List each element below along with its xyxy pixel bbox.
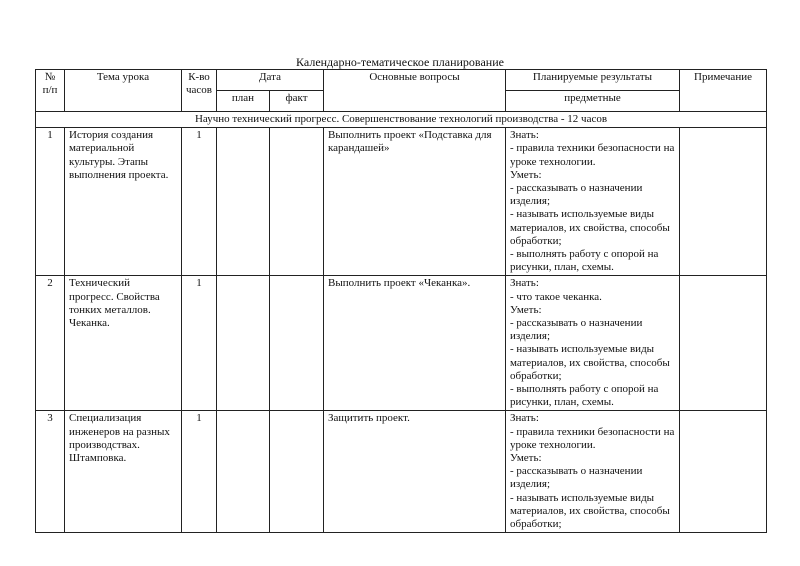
result-line: - правила техники безопасности на уроке технологии. bbox=[510, 425, 675, 451]
header-fact: факт bbox=[270, 91, 324, 112]
row-topic: Специализация инженеров на разных производствах. Штамповка. bbox=[65, 411, 182, 533]
section-row: Научно технический прогресс. Совершенствование технологий производства - 12 часов bbox=[36, 112, 767, 128]
header-plan: план bbox=[217, 91, 270, 112]
result-line: Знать: bbox=[510, 277, 539, 290]
row-note bbox=[680, 411, 767, 533]
row-fact bbox=[270, 128, 324, 276]
row-results bbox=[506, 276, 680, 411]
header-topic: Тема урока bbox=[65, 70, 182, 112]
result-line: - выполнять работу с опорой на рисунки, план, схемы. bbox=[510, 383, 659, 409]
row-results bbox=[506, 411, 680, 533]
table-row bbox=[36, 128, 767, 276]
result-line: - выполнять работу с опорой на рисунки, план, схемы. bbox=[510, 248, 659, 274]
row-results bbox=[506, 128, 680, 276]
header-subject: предметные bbox=[506, 91, 680, 112]
result-line: - рассказывать о назначении изделия; bbox=[510, 317, 643, 343]
result-line: Знать: bbox=[510, 412, 539, 425]
row-questions: Защитить проект. bbox=[324, 411, 506, 533]
row-questions: Выполнить проект «Подставка для карандашей» bbox=[324, 128, 506, 276]
header-questions: Основные вопросы bbox=[324, 70, 506, 112]
row-questions: Выполнить проект «Чеканка». bbox=[324, 276, 506, 411]
header-row bbox=[36, 70, 767, 91]
row-topic: История создания материальной культуры. Этапы выполнения проекта. bbox=[65, 128, 182, 276]
table-row bbox=[36, 411, 767, 533]
planning-table bbox=[35, 69, 767, 533]
row-hours: 1 bbox=[182, 276, 217, 411]
result-line: - что такое чеканка. bbox=[510, 290, 602, 303]
result-line: - рассказывать о назначении изделия; bbox=[510, 182, 643, 208]
row-fact bbox=[270, 411, 324, 533]
row-num: 1 bbox=[36, 128, 65, 276]
table-row bbox=[36, 276, 767, 411]
row-plan bbox=[217, 128, 270, 276]
row-plan bbox=[217, 411, 270, 533]
row-note bbox=[680, 276, 767, 411]
row-num: 2 bbox=[36, 276, 65, 411]
result-line: Знать: bbox=[510, 129, 539, 142]
result-line: - называть используемые виды материалов, их свойства, способы обработки; bbox=[510, 208, 670, 247]
document-title: Календарно-тематическое планирование bbox=[296, 55, 504, 69]
row-note bbox=[680, 128, 767, 276]
row-fact bbox=[270, 276, 324, 411]
result-line: - называть используемые виды материалов, их свойства, способы обработки; bbox=[510, 491, 670, 531]
header-results: Планируемые результаты bbox=[506, 70, 680, 91]
header-date: Дата bbox=[217, 70, 324, 91]
row-hours: 1 bbox=[182, 128, 217, 276]
result-line: - рассказывать о назначении изделия; bbox=[510, 465, 643, 491]
result-line: Уметь: bbox=[510, 303, 542, 316]
header-hours: К-во часов bbox=[182, 70, 217, 112]
row-plan bbox=[217, 276, 270, 411]
header-note: Примечание bbox=[680, 70, 767, 112]
result-line: - правила техники безопасности на уроке технологии. bbox=[510, 142, 675, 168]
row-hours: 1 bbox=[182, 411, 217, 533]
row-topic: Технический прогресс. Свойства тонких металлов. Чеканка. bbox=[65, 276, 182, 411]
row-num: 3 bbox=[36, 411, 65, 533]
result-line: Уметь: bbox=[510, 168, 542, 181]
header-num: № п/п bbox=[36, 70, 65, 112]
result-line: Уметь: bbox=[510, 452, 542, 465]
result-line: - называть используемые виды материалов, их свойства, способы обработки; bbox=[510, 343, 670, 382]
